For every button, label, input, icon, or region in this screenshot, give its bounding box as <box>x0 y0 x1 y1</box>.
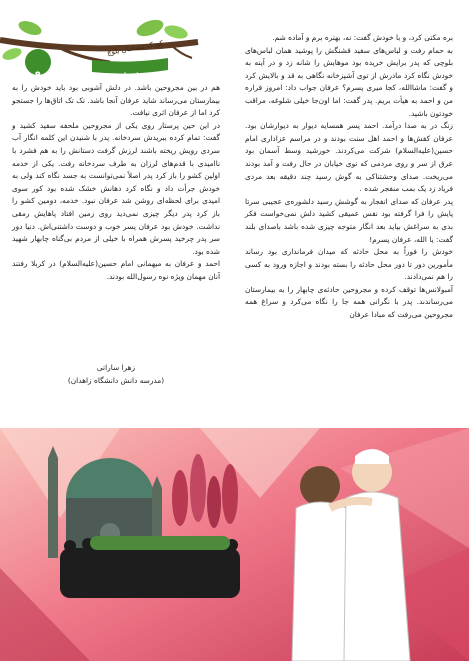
story-column-right <box>245 32 453 322</box>
story-illustration <box>0 428 469 661</box>
author-school: (مدرسه دانش دانشگاه زاهدان) <box>67 376 165 385</box>
paragraph: زنگ در به صدا درآمد. احمد پسر همسایه دیوار به دیوارشان بود. عرفان کفش‌ها و احمد اهل سنت بودند و در مراسم عزاداری امام حسین(علیه‌السلام) شرکت می‌کردند. خورشید وسط آسمان بود عرق از سر و روی مردمی که توی خیابان در حال رفت و آمد بودند می‌ریخت. صدای وحشتناکی به گوش رسید چند دقیقه بعد مردی فریاد زد یک بمب منفجر شده . <box>245 121 453 194</box>
paragraph: بره مکتی کرد، و با خودش گفت: نه، بهتره برم و آماده شم. <box>272 33 453 42</box>
series-title: کودک مسلمان بلوچ <box>106 39 164 57</box>
coffin-green <box>90 536 230 550</box>
author-block <box>12 361 220 387</box>
paragraph: پدر عرفان که صدای انفجار به گوشش رسید دلشوره‌ی عجیبی سرتا پایش را فرا گرفته بود نفس عمیقی کشید دلش نمی‌خواست فکر بدی به سراغش بیاید بعد انگار متوجه چیزی شده باشد باصدای بلند گفت: یا الله، عرفان پسرم! <box>245 196 453 244</box>
illustration-scene <box>0 428 469 661</box>
page-number: ۹ <box>34 70 42 81</box>
paragraph: خودش را فوراً به محل حادثه که میدان فرمانداری بود رساند مأمورین دور تا دور محل حادثه را بسته بودند و اجازه ورود به کسی را هم نمی‌دادند. <box>245 247 453 282</box>
paragraph: در این حین پرستار روی یکی از مجروحین ملحفه سفید کشید و گفت: تمام کرده ببریدش سردخانه. پدر با شنیدن این کلمه انگار آب سردی رویش ریخته باشند لرزش گرفت دستانش را به هم فشرد با ناامیدی با قدم‌های لرزان به طرف سردخانه رفت. یکی از خدمه اولین کشو را باز کرد پدر اصلاً نمی‌توانست به جسد نگاه کند ولی به خودش جرأت داد و نگاه کرد دهانش خشک شده بود کور سوی امیدی برای لحظه‌ای روشن شد عرفان نبود. خدمه، دومین کشو را باز کرد پدر دیگر چیزی نمی‌دید روی زمین افتاد پاهایش رمقی نداشت. خودش بود عرفان پسر خوب و دوست داشتنی‌اش. دنیا دور سر پدر چرخید پسرش همراه با خیلی از مردم بی‌گناه چابهار شهید شده بود. <box>12 120 220 256</box>
paragraph: احمد و عرفان به میهمانی امام حسین(علیه‌السلام) در کربلا رفتند آنان مهمان ویژه نوه رسول‌الله بودند. <box>12 259 220 281</box>
story-column-left <box>12 82 220 284</box>
paragraph: آمبولانس‌ها توقف کرده و مجروحین حادثه‌ی چابهار را به بیمارستان می‌رساندند. پدر با نگرانی همه جا را نگاه می‌کرد و سراغ همه مجروحین می‌رفت که مبادا عرفان <box>245 284 453 320</box>
author-name: زهرا ساراتی <box>96 363 136 372</box>
paragraph: به حمام رفت و لباس‌های سفید قشنگش را پوشید همان لباس‌های بلوچی که پدر برایش خریده بود موهایش را شانه زد و در آینه به خودش نگاه کرد مادرش از توی آشپزخانه نگاهی به قد و بالایش کرد و گفت: ماشاالله، کجا میری پسرم؟ عرفان جواب داد: امروز قراره من و احمد به هیأت بریم. پدر گفت: اما اون‌جا خیلی شلوغه، مراقب خودتون باشید. <box>245 45 453 118</box>
section-label: داستان <box>117 72 143 80</box>
header-branch-graphic <box>0 14 200 84</box>
paragraph: هم در بین مجروحین باشد. در دلش آشوبی بود باید خودش را به بیمارستان می‌رساند شاید عرفان آنجا باشد. تک تک اتاق‌ها را جستجو کرد اما از عرفان اثری نیافت. <box>12 83 220 118</box>
